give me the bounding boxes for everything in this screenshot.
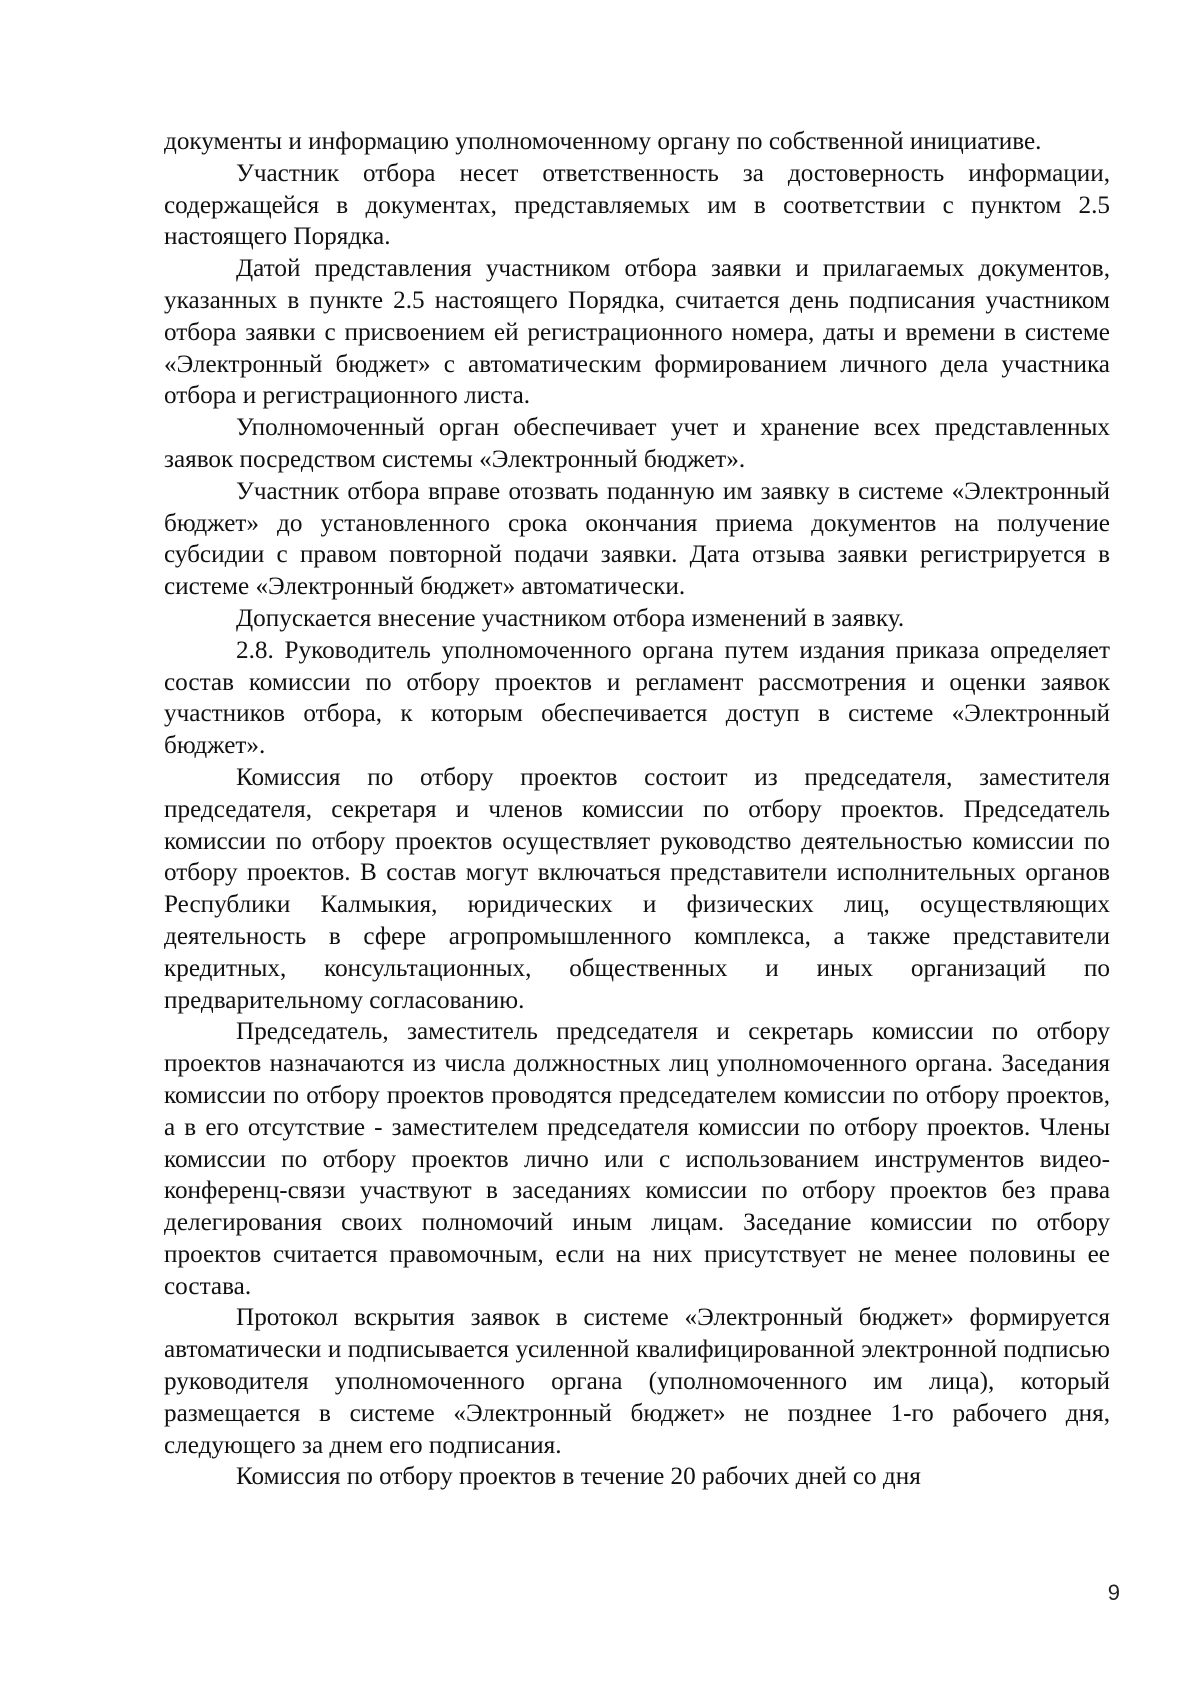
paragraph-11: Комиссия по отбору проектов в течение 20 рабочих дней со дня [236,1463,921,1491]
paragraph-7: 2.8. Руководитель уполномоченного органа путем издания приказа определяет состав комиссии по отбору проектов и регламент рассмотрения и оценки заявок участников отбора, к которым обеспечивается доступ в системе «Электронный бюджет». [164,636,1110,760]
paragraph-6: Допускается внесение участником отбора изменений в заявку. [236,604,905,632]
paragraph-8: Комиссия по отбору проектов состоит из председателя, заместителя председателя, секретаря и членов комиссии по отбору проектов. Председатель комиссии по отбору проектов осуществляет руководство деятельностью комиссии по отбору проектов. В состав могут включаться представители исполнительных органов Республики Калмыкия, юридических и физических лиц, осуществляющих деятельность в сфере агропромышленного комплекса, а также представители кредитных, консультационных, общественных и иных организаций по предварительному согласованию. [164,763,1110,1014]
paragraph-4: Уполномоченный орган обеспечивает учет и хранение всех представленных заявок посредством системы «Электронный бюджет». [164,414,1110,473]
document-body [164,126,1110,1493]
paragraph-3: Датой представления участником отбора заявки и прилагаемых документов, указанных в пункте 2.5 настоящего Порядка, считается день подписания участником отбора заявки с присвоением ей регистрационного номера, даты и времени в системе «Электронный бюджет» с автоматическим формированием личного дела участника отбора и регистрационного листа. [164,255,1110,410]
paragraph-10: Протокол вскрытия заявок в системе «Электронный бюджет» формируется автоматически и подписывается усиленной квалифицированной электронной подписью руководителя уполномоченного органа (уполномоченного им лица), который размещается в системе «Электронный бюджет» не позднее 1-го рабочего дня, следующего за днем его подписания. [164,1304,1110,1459]
paragraph-5: Участник отбора вправе отозвать поданную им заявку в системе «Электронный бюджет» до установленного срока окончания приема документов на получение субсидии с правом повторной подачи заявки. Дата отзыва заявки регистрируется в системе «Электронный бюджет» автоматически. [164,477,1110,601]
paragraph-1: документы и информацию уполномоченному органу по собственной инициативе. [164,128,1042,155]
page-number: 9 [1107,1580,1120,1605]
paragraph-9: Председатель, заместитель председателя и секретарь комиссии по отбору проектов назначаются из числа должностных лиц уполномоченного органа. Заседания комиссии по отбору проектов проводятся председателем комиссии по отбору проектов, а в его отсутствие - заместителем председателя комиссии по отбору проектов. Члены комиссии по отбору проектов лично или с использованием инструментов видео-конференц-связи участвуют в заседаниях комиссии по отбору проектов без права делегирования своих полномочий иным лицам. Заседание комиссии по отбору проектов считается правомочным, если на них присутствует не менее половины ее состава. [164,1018,1110,1300]
paragraph-2: Участник отбора несет ответственность за достоверность информации, содержащейся в документах, представляемых им в соответствии с пунктом 2.5 настоящего Порядка. [164,159,1110,251]
